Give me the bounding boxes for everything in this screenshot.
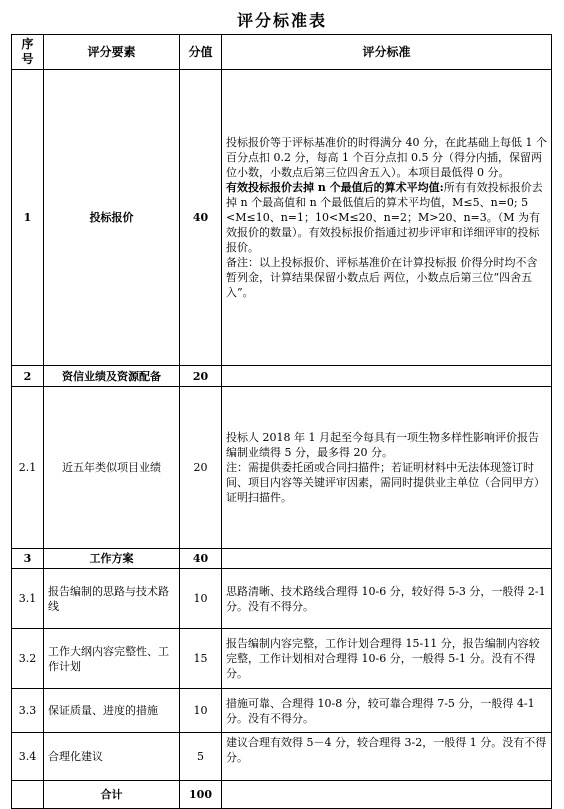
standard-text [226, 180, 547, 255]
table-section-row [12, 366, 552, 387]
table-row [12, 629, 552, 689]
standard-note: 备注：以上投标报价、评标基准价在计算投标报 价得分时均不含暂列金，计算结果保留小数点后 两位，小数点后第三位“四舍五入”。 [226, 256, 538, 299]
total-score: 100 [180, 781, 222, 809]
standard-bold-text: 有效投标报价去掉 n 个最值后的算术平均值: [226, 181, 444, 194]
row-item: 工作大纲内容完整性、工作计划 [44, 629, 180, 689]
scoring-table [11, 34, 552, 809]
row-no: 2.1 [12, 387, 44, 549]
row-score: 20 [180, 387, 222, 549]
row-score: 40 [180, 70, 222, 366]
row-standard [222, 387, 552, 549]
standard-text: 投标人 2018 年 1 月起至今每具有一项生物多样性影响评价报告编制业绩得 5 分，最多得 20 分。 [226, 431, 539, 459]
row-no: 2 [12, 366, 44, 387]
row-no: 3.3 [12, 689, 44, 733]
header-item: 评分要素 [44, 35, 180, 70]
row-item: 近五年类似项目业绩 [44, 387, 180, 549]
row-score: 40 [180, 549, 222, 569]
row-score: 10 [180, 689, 222, 733]
row-no: 3 [12, 549, 44, 569]
row-no: 3.2 [12, 629, 44, 689]
row-item: 工作方案 [44, 549, 180, 569]
standard-text: 投标报价等于评标基准价的时得满分 40 分，在此基础上每低 1 个百分点扣 0.2 分，每高 1 个百分点扣 0.5 分（得分内插，保留两位小数，小数点后第三位四舍五入）。本项目最低得 0 分。 [226, 136, 547, 179]
row-item: 投标报价 [44, 70, 180, 366]
row-item: 合理化建议 [44, 733, 180, 781]
row-standard [222, 549, 552, 569]
row-item: 报告编制的思路与技术路线 [44, 569, 180, 629]
table-row [12, 387, 552, 549]
total-label: 合计 [44, 781, 180, 809]
row-score: 15 [180, 629, 222, 689]
table-header-row [12, 35, 552, 70]
row-no: 3.4 [12, 733, 44, 781]
row-standard [222, 70, 552, 366]
table-row [12, 569, 552, 629]
standard-text: 所有有效投标报价去掉 n 个最高值和 n 个最低值后的算术平均值，M≤5、n=0; 5 <M≤10、n=1；10<M≤20、n=2；M>20、n=3。（M 为有效报价的数量）。有效投标报价指通过初步评审和详细评审的投标报价。 [226, 181, 543, 254]
row-no: 1 [12, 70, 44, 366]
row-standard: 建议合理有效得 5－4 分，较合理得 3-2，一般得 1 分。没有不得分。 [222, 733, 552, 781]
table-row [12, 733, 552, 781]
standard-note: 注：需提供委托函或合同扫描件；若证明材料中无法体现签订时间、项目内容等关键评审因素，需同时提供业主单位（合同甲方）证明扫描件。 [226, 461, 545, 504]
header-standard: 评分标准 [222, 35, 552, 70]
header-score: 分值 [180, 35, 222, 70]
row-item: 保证质量、进度的措施 [44, 689, 180, 733]
table-section-row [12, 549, 552, 569]
row-standard [222, 366, 552, 387]
row-no: 3.1 [12, 569, 44, 629]
row-standard: 报告编制内容完整，工作计划合理得 15-11 分，报告编制内容较完整，工作计划相对合理得 10-6 分，一般得 5-1 分。没有不得分。 [222, 629, 552, 689]
row-score: 5 [180, 733, 222, 781]
row-score: 20 [180, 366, 222, 387]
row-score: 10 [180, 569, 222, 629]
row-standard: 措施可靠、合理得 10-8 分，较可靠合理得 7-5 分，一般得 4-1 分。没有不得分。 [222, 689, 552, 733]
row-item: 资信业绩及资源配备 [44, 366, 180, 387]
table-row [12, 70, 552, 366]
header-no: 序号 [12, 35, 44, 70]
row-standard: 思路清晰、技术路线合理得 10-6 分，较好得 5-3 分，一般得 2-1 分。没有不得分。 [222, 569, 552, 629]
page-title: 评分标准表 [236, 11, 327, 30]
table-row [12, 689, 552, 733]
